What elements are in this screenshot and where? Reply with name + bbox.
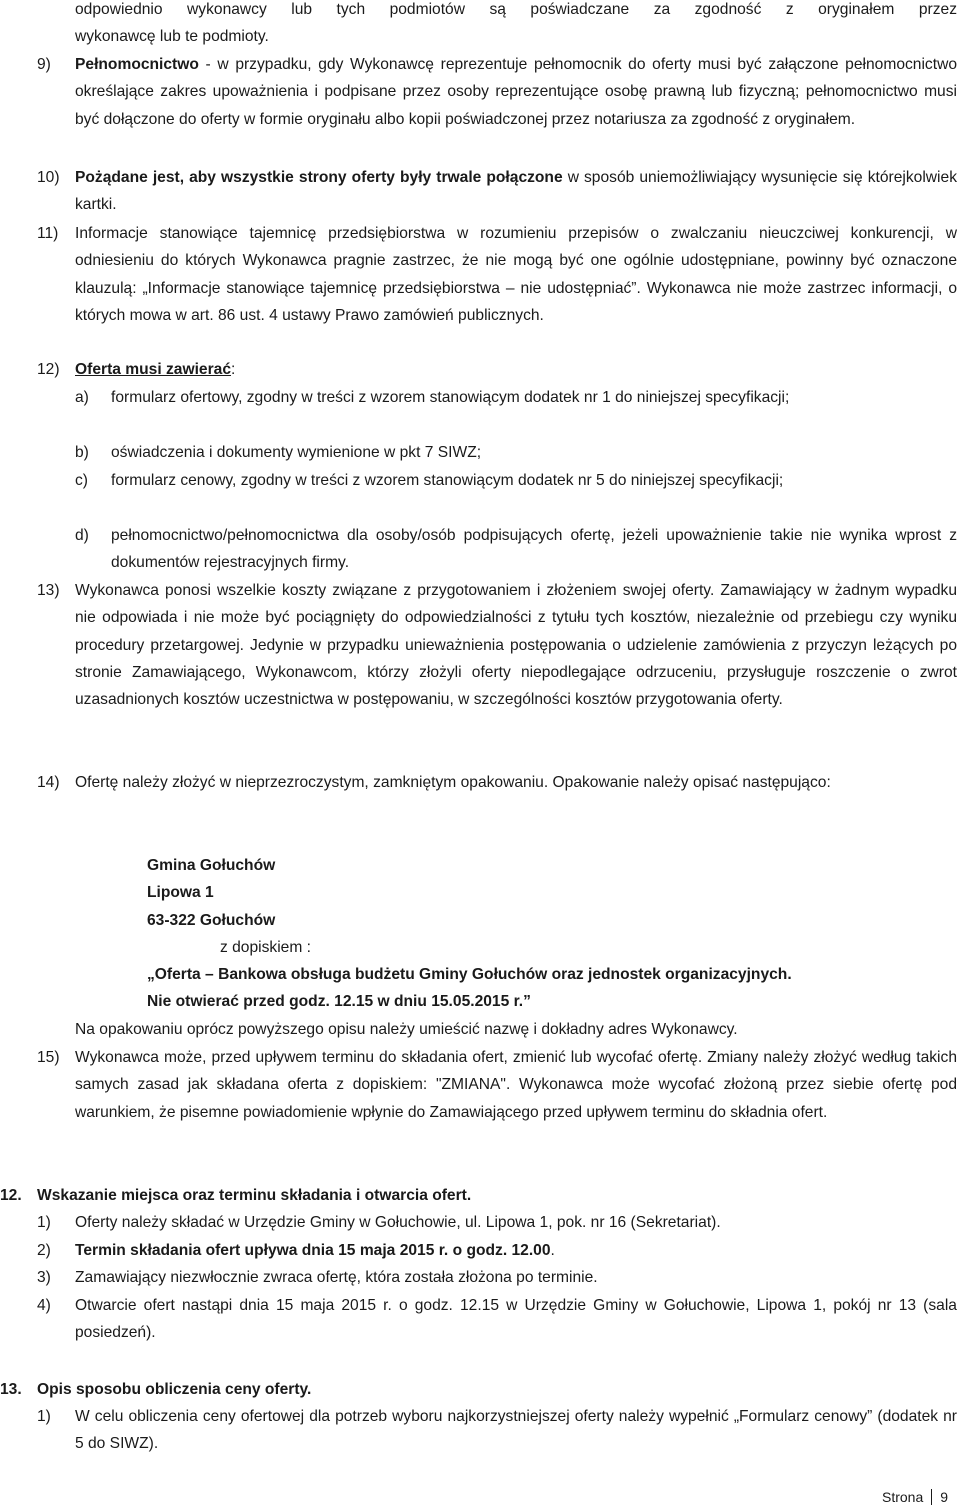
item-body: [75, 51, 957, 133]
item-body: Informacje stanowiące tajemnicę przedsiębiorstwa w rozumieniu przepisów o zwalczaniu nieuczciwej konkurencji, w odniesieniu do których Wykonawca pragnie zastrzec, że nie mogą być one ogólnie udostępniane, powinny być oznaczone klauzulą: „Informacje stanowiące tajemnicę przedsiębiorstwa – nie udostępniać”. Wykonawca nie może zastrzec informacji, o których mowa w art. 86 ust. 4 ustawy Prawo zamówień publicznych.: [75, 225, 957, 324]
item-bold-text: Oferta musi zawierać: [75, 361, 232, 378]
sub-item-letter: d): [75, 527, 89, 544]
item-bold-text: Termin składania ofert upływa dnia 15 maja 2015 r. o godz. 12.00: [75, 1242, 551, 1259]
item-number: 15): [37, 1049, 60, 1066]
page-footer: [882, 1486, 948, 1508]
sub-item-letter: b): [75, 444, 89, 461]
item-text: w sposób uniemożliwiający wysunięcie się którejkolwiek kartki.: [75, 169, 957, 214]
section-title: Wskazanie miejsca oraz terminu składania i otwarcia ofert.: [37, 1187, 472, 1204]
item-14-after: [75, 1016, 957, 1043]
item-body: Oferty należy składać w Urzędzie Gminy w Gołuchowie, ul. Lipowa 1, pok. nr 16 (Sekretariat).: [75, 1214, 721, 1231]
footer-label: Strona: [882, 1489, 924, 1505]
item-body: Otwarcie ofert nastąpi dnia 15 maja 2015 r. o godz. 12.15 w Urzędzie Gminy w Gołuchowie, Lipowa 1, pokój nr 13 (sala posiedzeń).: [75, 1297, 957, 1342]
page-number: 9: [940, 1489, 949, 1505]
item-number: 14): [37, 774, 60, 791]
address-street: Lipowa 1: [147, 884, 214, 902]
footer-separator: [931, 1489, 932, 1505]
item-body: Wykonawca ponosi wszelkie koszty związane z przygotowaniem i złożeniem swojej oferty. Zamawiający w żadnym wypadku nie odpowiada i nie może być pociągnięty do odpowiedzialności z tytułu tych kosztów, niezależnie od przebiegu czy wyniku procedury przetargowej. Jedynie w przypadku unieważnienia postępowania o udzielenie zamówienia z przyczyn leżących po stronie Zamawiającego, Wykonawcom, którzy złożyli oferty niepodlegające odrzuceniu, przysługuje roszczenie o zwrot uzasadnionych kosztów uczestnictwa w postępowaniu, w szczególności kosztów przygotowania oferty.: [75, 582, 957, 709]
section-13-heading: [0, 1376, 312, 1403]
address-offer-line-2: Nie otwierać przed godz. 12.15 w dniu 15.05.2015 r.”: [147, 993, 531, 1011]
item-number: 13): [37, 582, 60, 599]
item-body: [75, 356, 957, 383]
item-text: - w przypadku, gdy Wykonawcę reprezentuje pełnomocnik do oferty musi być załączone pełnomocnictwo określające zakres upoważnienia i podpisane przez osoby reprezentujące osobę prawną lub fizyczną; pełnomocnictwo musi być dołączone do oferty w formie oryginału albo kopii poświadczonej przez notariusza za zgodność z oryginałem.: [75, 56, 957, 128]
sub-item-letter: a): [75, 389, 89, 406]
item-bold-text: Pożądane jest, aby wszystkie strony oferty były trwale połączone: [75, 169, 563, 186]
sub-item-letter: c): [75, 472, 88, 489]
item-body: Ofertę należy złożyć w nieprzezroczystym, zamkniętym opakowaniu. Opakowanie należy opisać następująco:: [75, 774, 831, 791]
item-number: 9): [37, 56, 51, 73]
section-number: 13.: [0, 1381, 22, 1398]
item-body: [75, 164, 957, 219]
address-note: z dopiskiem :: [220, 938, 311, 956]
sub-item-text: formularz ofertowy, zgodny w treści z wzorem stanowiącym dodatek nr 1 do niniejszej specyfikacji;: [111, 389, 790, 406]
item-body: Zamawiający niezwłocznie zwraca ofertę, która została złożona po terminie.: [75, 1269, 598, 1286]
intro-paragraph: [75, 0, 957, 51]
item-suffix: :: [231, 361, 236, 378]
item-number: 11): [37, 225, 59, 242]
item-number: 1): [37, 1408, 51, 1425]
sub-item-text: pełnomocnictwo/pełnomocnictwa dla osoby/osób podpisujących ofertę, jeżeli upoważnienie takie nie wynika wprost z dokumentów rejestracyjnych firmy.: [111, 527, 957, 572]
item-body: Wykonawca może, przed upływem terminu do składania ofert, zmienić lub wycofać ofertę. Zmiany należy złożyć według takich samych zasad jak składana oferta z dopiskiem: "ZMIANA". Wykonawca może wycofać złożoną przez siebie ofertę pod warunkiem, że pisemne powiadomienie wpłynie do Zamawiającego przed upływem terminu do składnia ofert.: [75, 1049, 957, 1121]
intro-line-2: wykonawcę lub te podmioty.: [75, 28, 269, 46]
item-number: 1): [37, 1214, 51, 1231]
address-name: Gmina Gołuchów: [147, 857, 276, 874]
item-bold-text: Pełnomocnictwo: [75, 56, 199, 73]
address-offer-line-1: „Oferta – Bankowa obsługa budżetu Gminy Gołuchów oraz jednostek organizacyjnych.: [147, 966, 792, 984]
section-12-heading: [0, 1182, 472, 1209]
item-body: [75, 1237, 957, 1264]
envelope-address: [147, 852, 957, 1016]
item-body: W celu obliczenia ceny ofertowej dla potrzeb wyboru najkorzystniejszej oferty należy wypełnić „Formularz cenowy” (dodatek nr 5 do SIWZ).: [75, 1408, 957, 1453]
item-14-after-text: Na opakowaniu oprócz powyższego opisu należy umieścić nazwę i dokładny adres Wykonawcy.: [75, 1021, 738, 1038]
address-city: 63-322 Gołuchów: [147, 911, 276, 929]
sub-item-text: formularz cenowy, zgodny w treści z wzorem stanowiącym dodatek nr 5 do niniejszej specyfikacji;: [111, 472, 784, 489]
item-number: 12): [37, 361, 60, 378]
section-number: 12.: [0, 1187, 22, 1204]
sub-item-text: oświadczenia i dokumenty wymienione w pkt 7 SIWZ;: [111, 444, 482, 461]
item-number: 2): [37, 1242, 51, 1259]
item-number: 10): [37, 169, 60, 186]
intro-line-1: odpowiednio wykonawcy lub tych podmiotów są poświadczane za zgodność z oryginałem przez: [75, 1, 957, 18]
item-number: 4): [37, 1297, 51, 1314]
section-title: Opis sposobu obliczenia ceny oferty.: [37, 1381, 312, 1398]
item-number: 3): [37, 1269, 51, 1286]
item-text: .: [550, 1242, 555, 1259]
